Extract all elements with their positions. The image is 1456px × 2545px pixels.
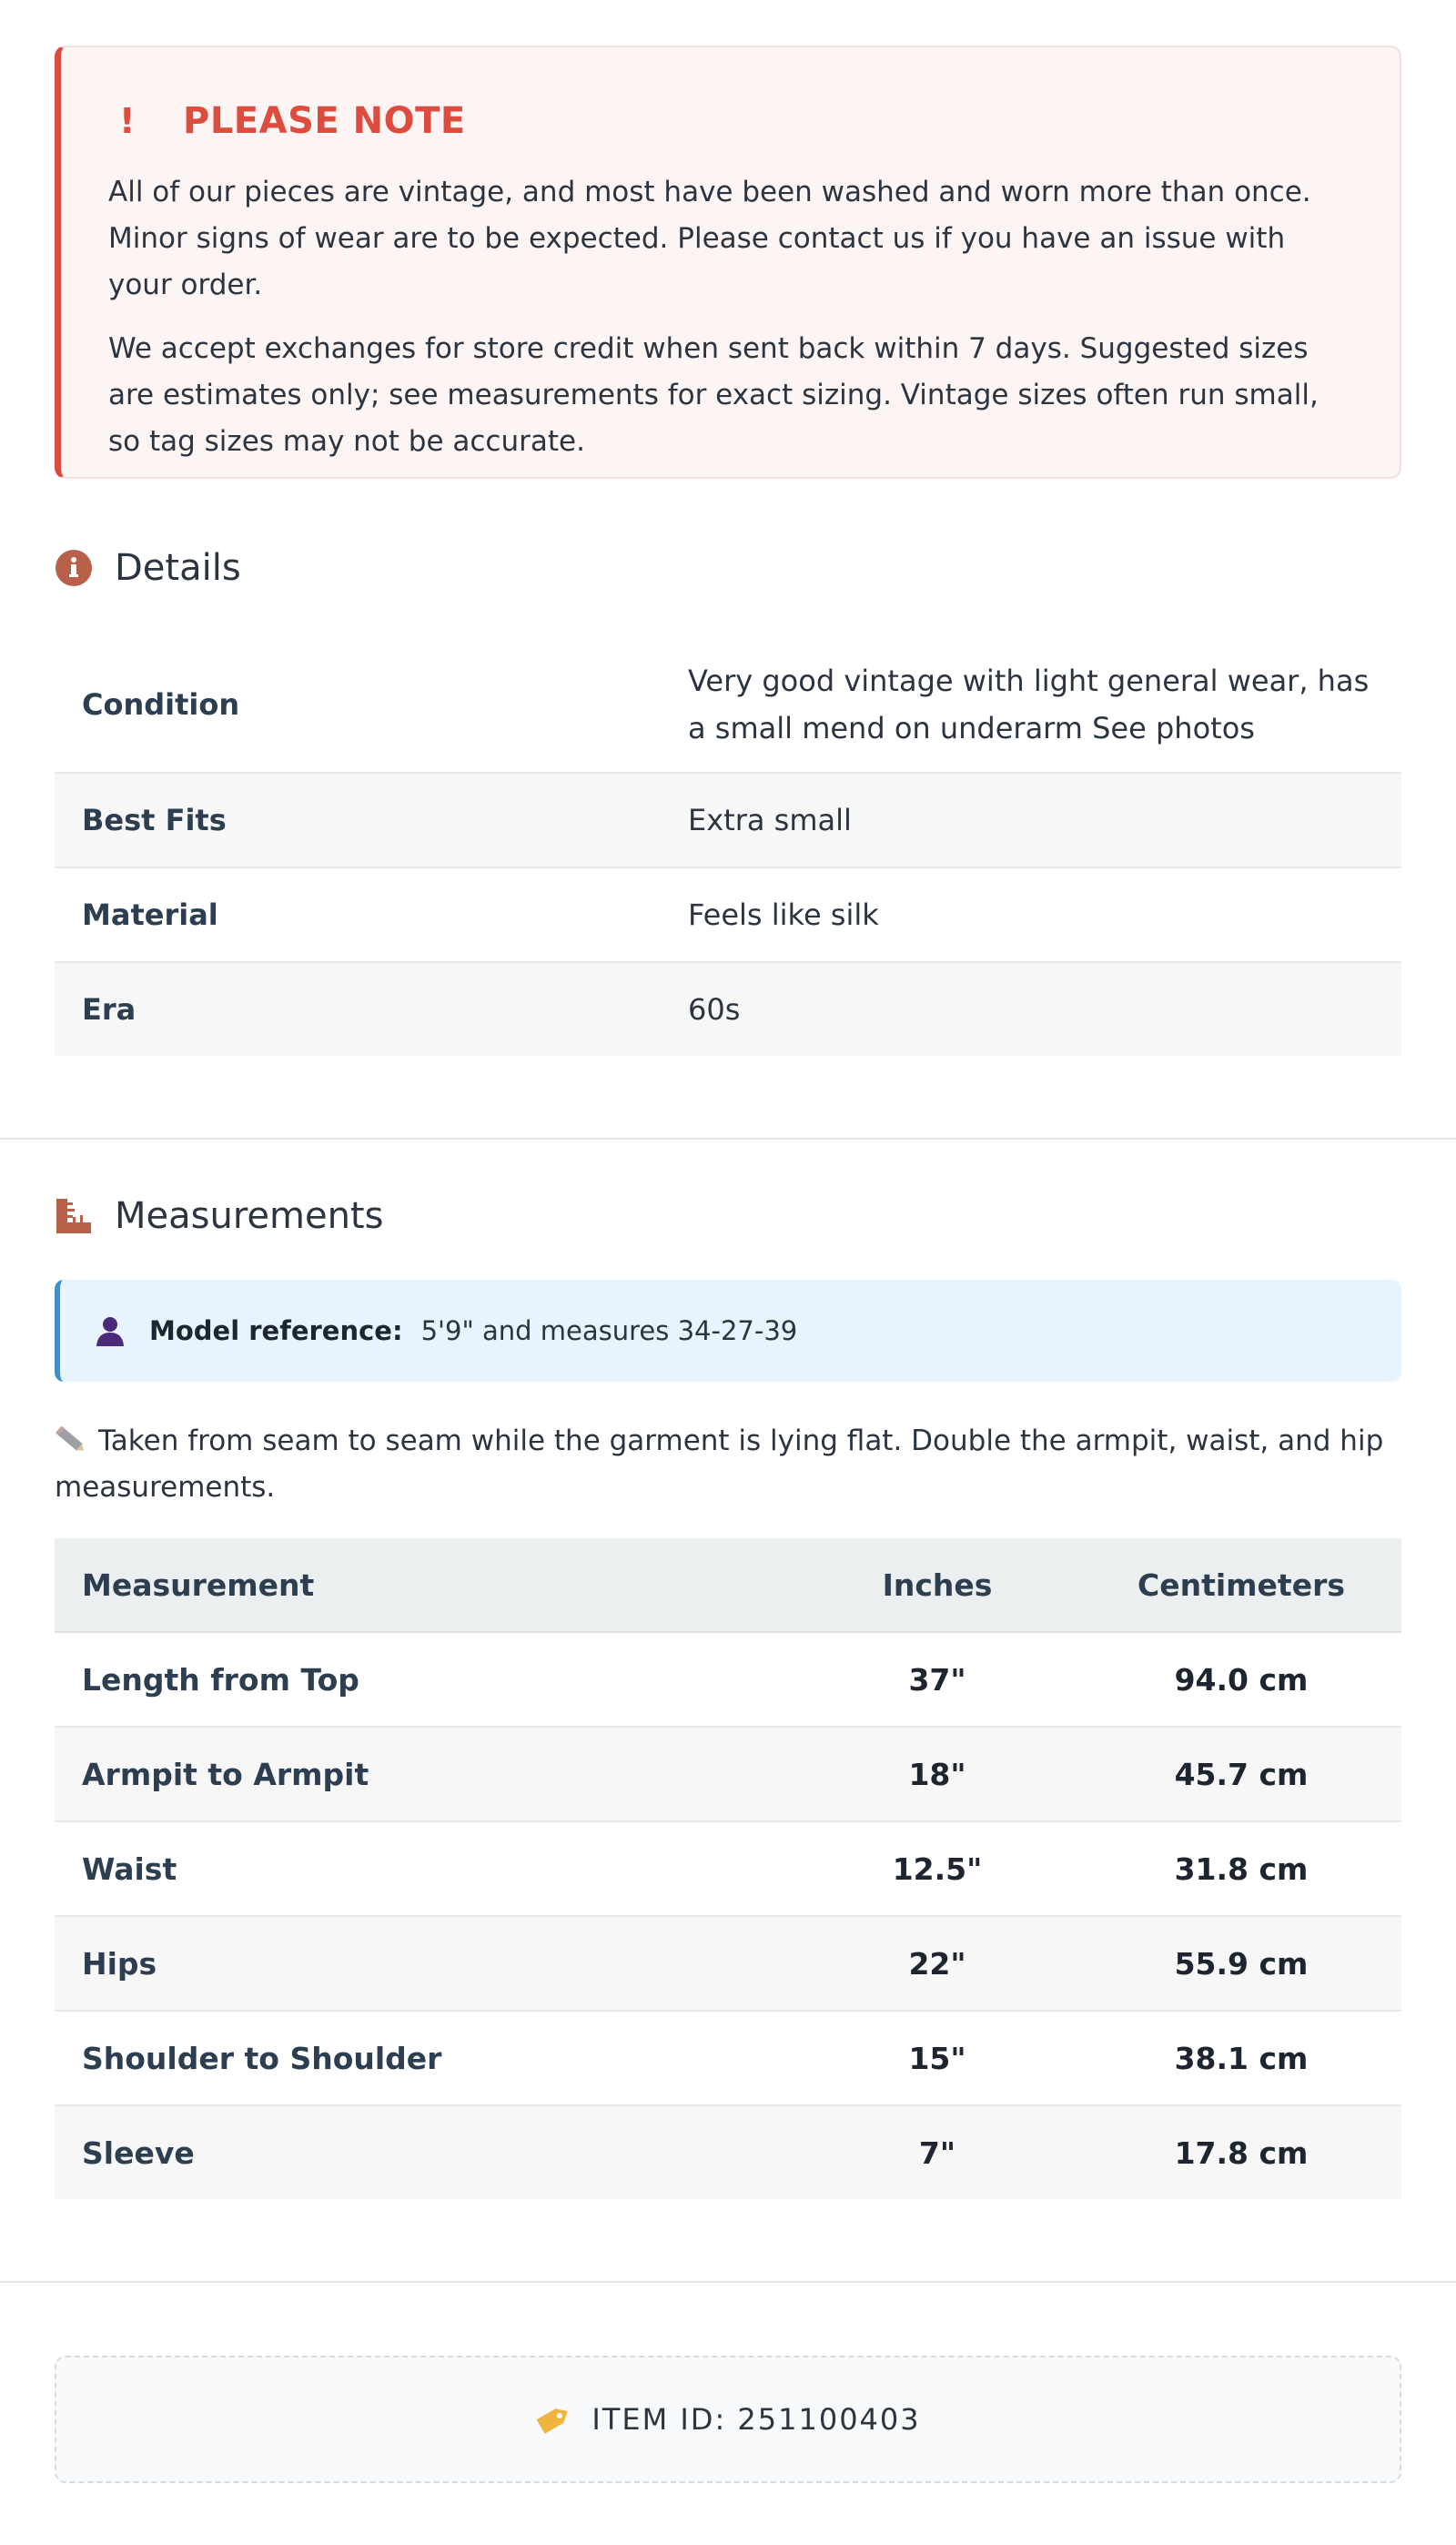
item-id-box [55, 2356, 1401, 2483]
info-icon [55, 549, 93, 587]
measurement-cm: 17.8 cm [1081, 2105, 1401, 2199]
measurement-cm: 38.1 cm [1081, 2011, 1401, 2105]
measurement-cm: 55.9 cm [1081, 1916, 1401, 2011]
table-row [55, 962, 1401, 1056]
details-label: Material [55, 867, 661, 962]
table-header-row [55, 1538, 1401, 1632]
details-label: Condition [55, 637, 661, 773]
details-title: Details [115, 547, 241, 589]
measurement-cm: 94.0 cm [1081, 1632, 1401, 1727]
column-header-measurement: Measurement [55, 1538, 794, 1632]
table-row [55, 867, 1401, 962]
measurements-title: Measurements [115, 1195, 384, 1237]
table-row [55, 1727, 1401, 1821]
item-id-label: ITEM ID: 251100403 [592, 2402, 921, 2437]
table-row [55, 1916, 1401, 2011]
table-row [55, 773, 1401, 867]
measurement-inches: 18" [794, 1727, 1081, 1821]
exclamation-icon: ! [119, 101, 136, 141]
details-value: 60s [661, 962, 1401, 1056]
measurement-name: Armpit to Armpit [55, 1727, 794, 1821]
model-reference [55, 1280, 1401, 1382]
section-divider [0, 1138, 1456, 1140]
details-table [55, 637, 1401, 1056]
notice-header [108, 100, 1352, 142]
measurement-inches: 7" [794, 2105, 1081, 2199]
table-row [55, 1632, 1401, 1727]
measurement-inches: 22" [794, 1916, 1081, 2011]
measurement-inches: 37" [794, 1632, 1081, 1727]
ruler-icon [55, 1197, 93, 1235]
measurement-name: Length from Top [55, 1632, 794, 1727]
person-icon [95, 1315, 126, 1346]
table-row [55, 1821, 1401, 1916]
measurement-cm: 31.8 cm [1081, 1821, 1401, 1916]
column-header-centimeters: Centimeters [1081, 1538, 1401, 1632]
measurement-cm: 45.7 cm [1081, 1727, 1401, 1821]
measurements-header [55, 1189, 1401, 1243]
measurement-note [55, 1418, 1401, 1511]
table-row [55, 637, 1401, 773]
measurement-name: Shoulder to Shoulder [55, 2011, 794, 2105]
details-header [55, 541, 1401, 595]
measurement-name: Waist [55, 1821, 794, 1916]
notice-paragraph-2: We accept exchanges for store credit when sent back within 7 days. Suggested sizes are estimates only; see measurements for exact sizing. Vintage sizes often run small, so tag sizes may not be accurate. [108, 332, 1319, 458]
pencil-icon [55, 1426, 87, 1454]
table-row [55, 2011, 1401, 2105]
tag-icon [535, 2404, 571, 2435]
measurement-inches: 12.5" [794, 1821, 1081, 1916]
measurement-name: Hips [55, 1916, 794, 2011]
please-note-notice [55, 46, 1401, 479]
measurements-table [55, 1538, 1401, 2199]
model-reference-value: 5'9" and measures 34-27-39 [420, 1315, 798, 1346]
column-header-inches: Inches [794, 1538, 1081, 1632]
measurement-name: Sleeve [55, 2105, 794, 2199]
measurement-inches: 15" [794, 2011, 1081, 2105]
details-label: Era [55, 962, 661, 1056]
table-row [55, 2105, 1401, 2199]
details-value: Feels like silk [661, 867, 1401, 962]
model-reference-label: Model reference: [149, 1315, 403, 1346]
measurement-note-text: Taken from seam to seam while the garment is lying flat. Double the armpit, waist, and hip measurements. [55, 1425, 1384, 1504]
details-value: Extra small [661, 773, 1401, 867]
notice-title: PLEASE NOTE [183, 100, 466, 142]
details-value: Very good vintage with light general wear, has a small mend on underarm See photos [661, 637, 1401, 773]
notice-paragraph-1: All of our pieces are vintage, and most have been washed and worn more than once. Minor signs of wear are to be expected. Please contact us if you have an issue with your order. [108, 176, 1311, 301]
details-label: Best Fits [55, 773, 661, 867]
section-divider [0, 2281, 1456, 2283]
